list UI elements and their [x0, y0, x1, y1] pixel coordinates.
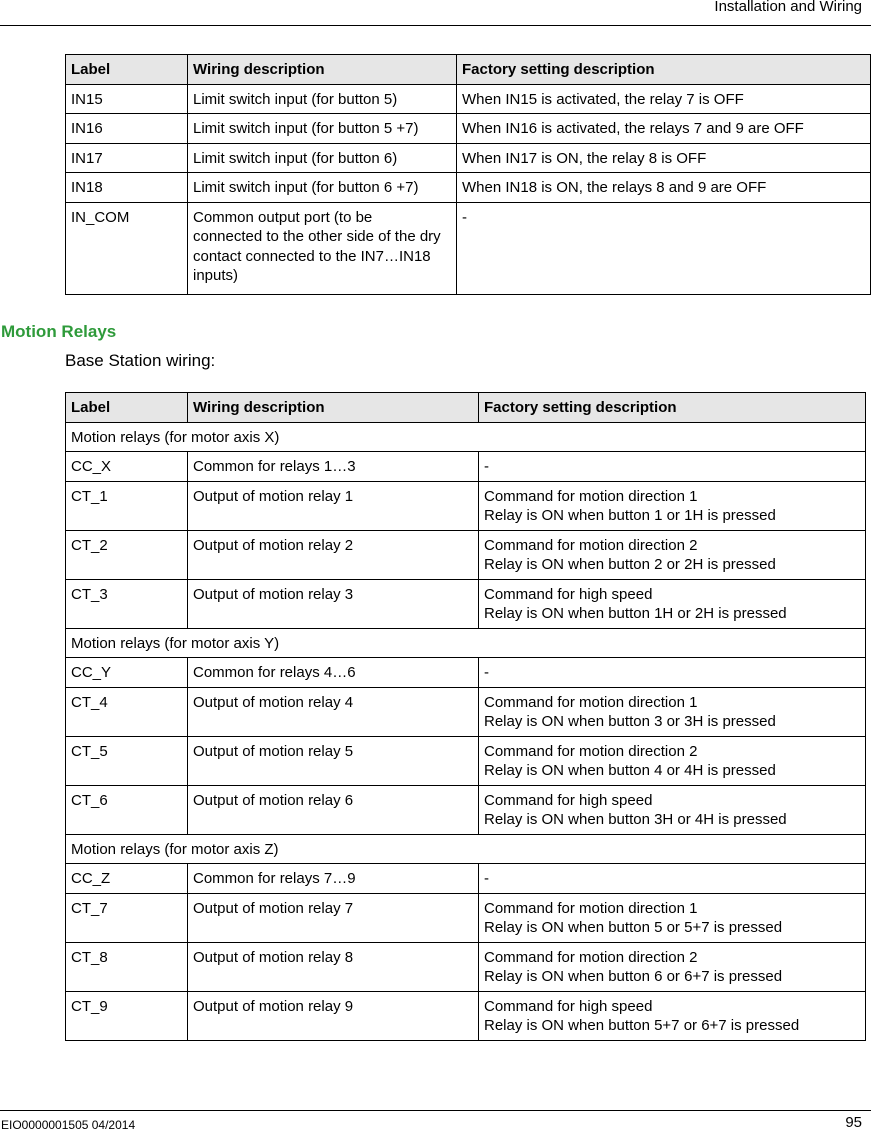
column-header-label: Label — [66, 55, 188, 85]
cell-wiring: Output of motion relay 4 — [188, 687, 479, 736]
cell-factory: - — [457, 202, 871, 294]
table-row — [66, 785, 866, 834]
cell-wiring: Common for relays 1…3 — [188, 452, 479, 482]
cell-label: IN16 — [66, 114, 188, 144]
table-row — [66, 658, 866, 688]
cell-factory — [479, 736, 866, 785]
group-title: Motion relays (for motor axis Z) — [66, 834, 866, 864]
cell-label: IN17 — [66, 143, 188, 173]
table-row — [66, 687, 866, 736]
cell-label: CT_5 — [66, 736, 188, 785]
table-row — [66, 84, 871, 114]
cell-label: CT_8 — [66, 942, 188, 991]
cell-label: IN_COM — [66, 202, 188, 294]
cell-wiring: Output of motion relay 1 — [188, 481, 479, 530]
column-header-factory: Factory setting description — [479, 393, 866, 423]
cell-factory: When IN16 is activated, the relays 7 and 9 are OFF — [457, 114, 871, 144]
table-row — [66, 143, 871, 173]
factory-line-2: Relay is ON when button 5+7 or 6+7 is pressed — [484, 1017, 800, 1034]
factory-line-2: Relay is ON when button 2 or 2H is pressed — [484, 556, 776, 573]
cell-wiring: Limit switch input (for button 5 +7) — [188, 114, 457, 144]
cell-wiring: Common output port (to be connected to the other side of the dry contact connected to the IN7…IN18 inputs) — [188, 202, 457, 294]
column-header-wiring: Wiring description — [188, 55, 457, 85]
table-row — [66, 114, 871, 144]
cell-factory: When IN17 is ON, the relay 8 is OFF — [457, 143, 871, 173]
cell-label: CC_X — [66, 452, 188, 482]
factory-line-2: Relay is ON when button 3 or 3H is pressed — [484, 713, 776, 730]
table-row — [66, 173, 871, 203]
group-row-axis-y — [66, 628, 866, 658]
table-row — [66, 736, 866, 785]
cell-factory — [479, 942, 866, 991]
column-header-label: Label — [66, 393, 188, 423]
cell-label: CT_9 — [66, 991, 188, 1040]
group-row-axis-x — [66, 422, 866, 452]
cell-factory — [479, 658, 866, 688]
cell-factory — [479, 452, 866, 482]
table-row — [66, 481, 866, 530]
table-row — [66, 893, 866, 942]
cell-wiring: Limit switch input (for button 6) — [188, 143, 457, 173]
cell-label: IN15 — [66, 84, 188, 114]
factory-line-1: Command for high speed — [484, 997, 653, 1015]
factory-line-1: - — [484, 664, 489, 681]
page-header-title: Installation and Wiring — [714, 0, 862, 15]
column-header-factory: Factory setting description — [457, 55, 871, 85]
cell-wiring: Common for relays 7…9 — [188, 864, 479, 894]
cell-wiring: Common for relays 4…6 — [188, 658, 479, 688]
table-header-row — [66, 393, 866, 423]
cell-label: CT_7 — [66, 893, 188, 942]
factory-line-1: Command for motion direction 1 — [484, 487, 698, 505]
section-subtitle: Base Station wiring: — [65, 351, 216, 370]
cell-factory — [479, 991, 866, 1040]
factory-line-2: Relay is ON when button 1 or 1H is pressed — [484, 507, 776, 524]
column-header-wiring: Wiring description — [188, 393, 479, 423]
cell-label: CT_1 — [66, 481, 188, 530]
factory-line-1: - — [484, 458, 489, 475]
table-row — [66, 452, 866, 482]
table-row — [66, 579, 866, 628]
cell-wiring: Limit switch input (for button 5) — [188, 84, 457, 114]
cell-wiring: Limit switch input (for button 6 +7) — [188, 173, 457, 203]
cell-factory — [479, 893, 866, 942]
cell-wiring: Output of motion relay 9 — [188, 991, 479, 1040]
cell-wiring: Output of motion relay 7 — [188, 893, 479, 942]
cell-label: CC_Y — [66, 658, 188, 688]
section-title: Motion Relays — [1, 322, 117, 341]
factory-line-2: Relay is ON when button 6 or 6+7 is pressed — [484, 968, 783, 985]
cell-wiring: Output of motion relay 5 — [188, 736, 479, 785]
table-row — [66, 864, 866, 894]
group-title: Motion relays (for motor axis X) — [66, 422, 866, 452]
factory-line-1: Command for motion direction 1 — [484, 693, 698, 711]
cell-wiring: Output of motion relay 2 — [188, 530, 479, 579]
factory-line-2: Relay is ON when button 5 or 5+7 is pressed — [484, 919, 783, 936]
factory-line-1: Command for motion direction 2 — [484, 948, 698, 966]
cell-label: CC_Z — [66, 864, 188, 894]
cell-label: CT_2 — [66, 530, 188, 579]
factory-line-1: - — [484, 870, 489, 887]
motion-relays-table — [65, 392, 866, 1041]
factory-line-2: Relay is ON when button 1H or 2H is pressed — [484, 605, 787, 622]
factory-line-2: Relay is ON when button 4 or 4H is pressed — [484, 762, 776, 779]
cell-wiring: Output of motion relay 6 — [188, 785, 479, 834]
footer-divider — [0, 1110, 871, 1111]
footer-doc-id: EIO0000001505 04/2014 — [1, 1118, 136, 1129]
table-row — [66, 942, 866, 991]
cell-label: CT_3 — [66, 579, 188, 628]
header-divider — [0, 25, 871, 26]
limit-switch-table — [65, 54, 871, 295]
cell-factory — [479, 579, 866, 628]
factory-line-1: Command for motion direction 2 — [484, 536, 698, 554]
factory-line-1: Command for motion direction 1 — [484, 899, 698, 917]
cell-factory — [479, 864, 866, 894]
factory-line-1: Command for high speed — [484, 791, 653, 809]
cell-factory — [479, 530, 866, 579]
cell-factory: When IN15 is activated, the relay 7 is OFF — [457, 84, 871, 114]
table-row — [66, 530, 866, 579]
cell-label: CT_4 — [66, 687, 188, 736]
cell-label: IN18 — [66, 173, 188, 203]
factory-line-1: Command for motion direction 2 — [484, 742, 698, 760]
cell-factory — [479, 481, 866, 530]
group-row-axis-z — [66, 834, 866, 864]
cell-wiring: Output of motion relay 8 — [188, 942, 479, 991]
group-title: Motion relays (for motor axis Y) — [66, 628, 866, 658]
cell-factory — [479, 687, 866, 736]
footer-page-number: 95 — [845, 1114, 862, 1129]
factory-line-2: Relay is ON when button 3H or 4H is pressed — [484, 811, 787, 828]
table-row — [66, 991, 866, 1040]
table-row — [66, 202, 871, 294]
table-header-row — [66, 55, 871, 85]
factory-line-1: Command for high speed — [484, 585, 653, 603]
cell-factory — [479, 785, 866, 834]
cell-factory: When IN18 is ON, the relays 8 and 9 are OFF — [457, 173, 871, 203]
cell-label: CT_6 — [66, 785, 188, 834]
cell-wiring: Output of motion relay 3 — [188, 579, 479, 628]
